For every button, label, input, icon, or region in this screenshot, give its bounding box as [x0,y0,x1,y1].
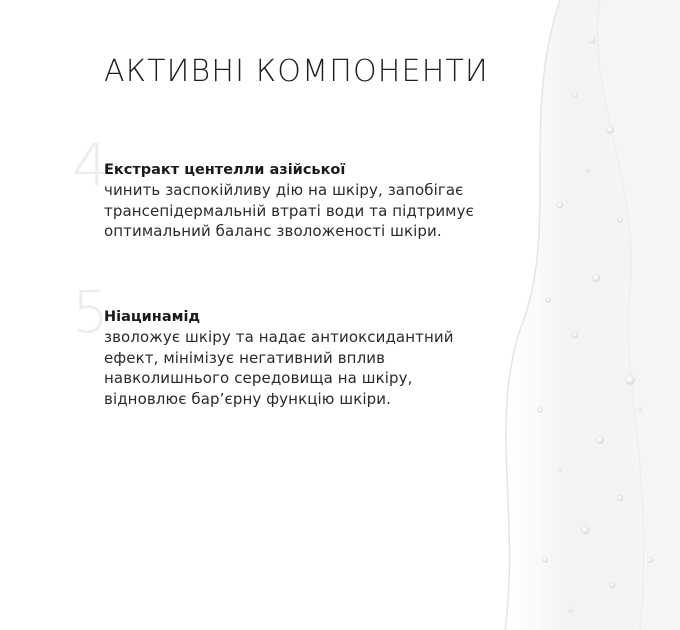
step-number: 4 [72,131,109,199]
ingredient-name: Екстракт центелли азійської [104,162,346,178]
ingredient-description-line: ефект, мінімізує негативний вплив [104,348,386,367]
ingredient-description-line: навколишнього середовища на шкіру, [104,369,413,387]
section-title: АКТИВНІ КОМПОНЕНТИ [104,54,489,89]
ingredient-description-line: чинить заспокійливу дію на шкіру, запобігає [104,181,464,199]
ingredient-name: Ніацинамід [104,309,201,325]
step-number: 5 [72,278,109,346]
ingredient-item-centella [72,131,524,242]
ingredient-description-line: трансепідермальній втраті води та підтримує [104,201,474,220]
ingredient-description-line: зволожує шкіру та надає антиоксидантний [104,328,454,346]
ingredient-description-line: оптимальний баланс зволоженості шкіри. [104,222,442,240]
ingredient-item-niacinamide [72,278,524,409]
ingredient-description-line: відновлює бар’єрну функцію шкіри. [104,389,391,408]
